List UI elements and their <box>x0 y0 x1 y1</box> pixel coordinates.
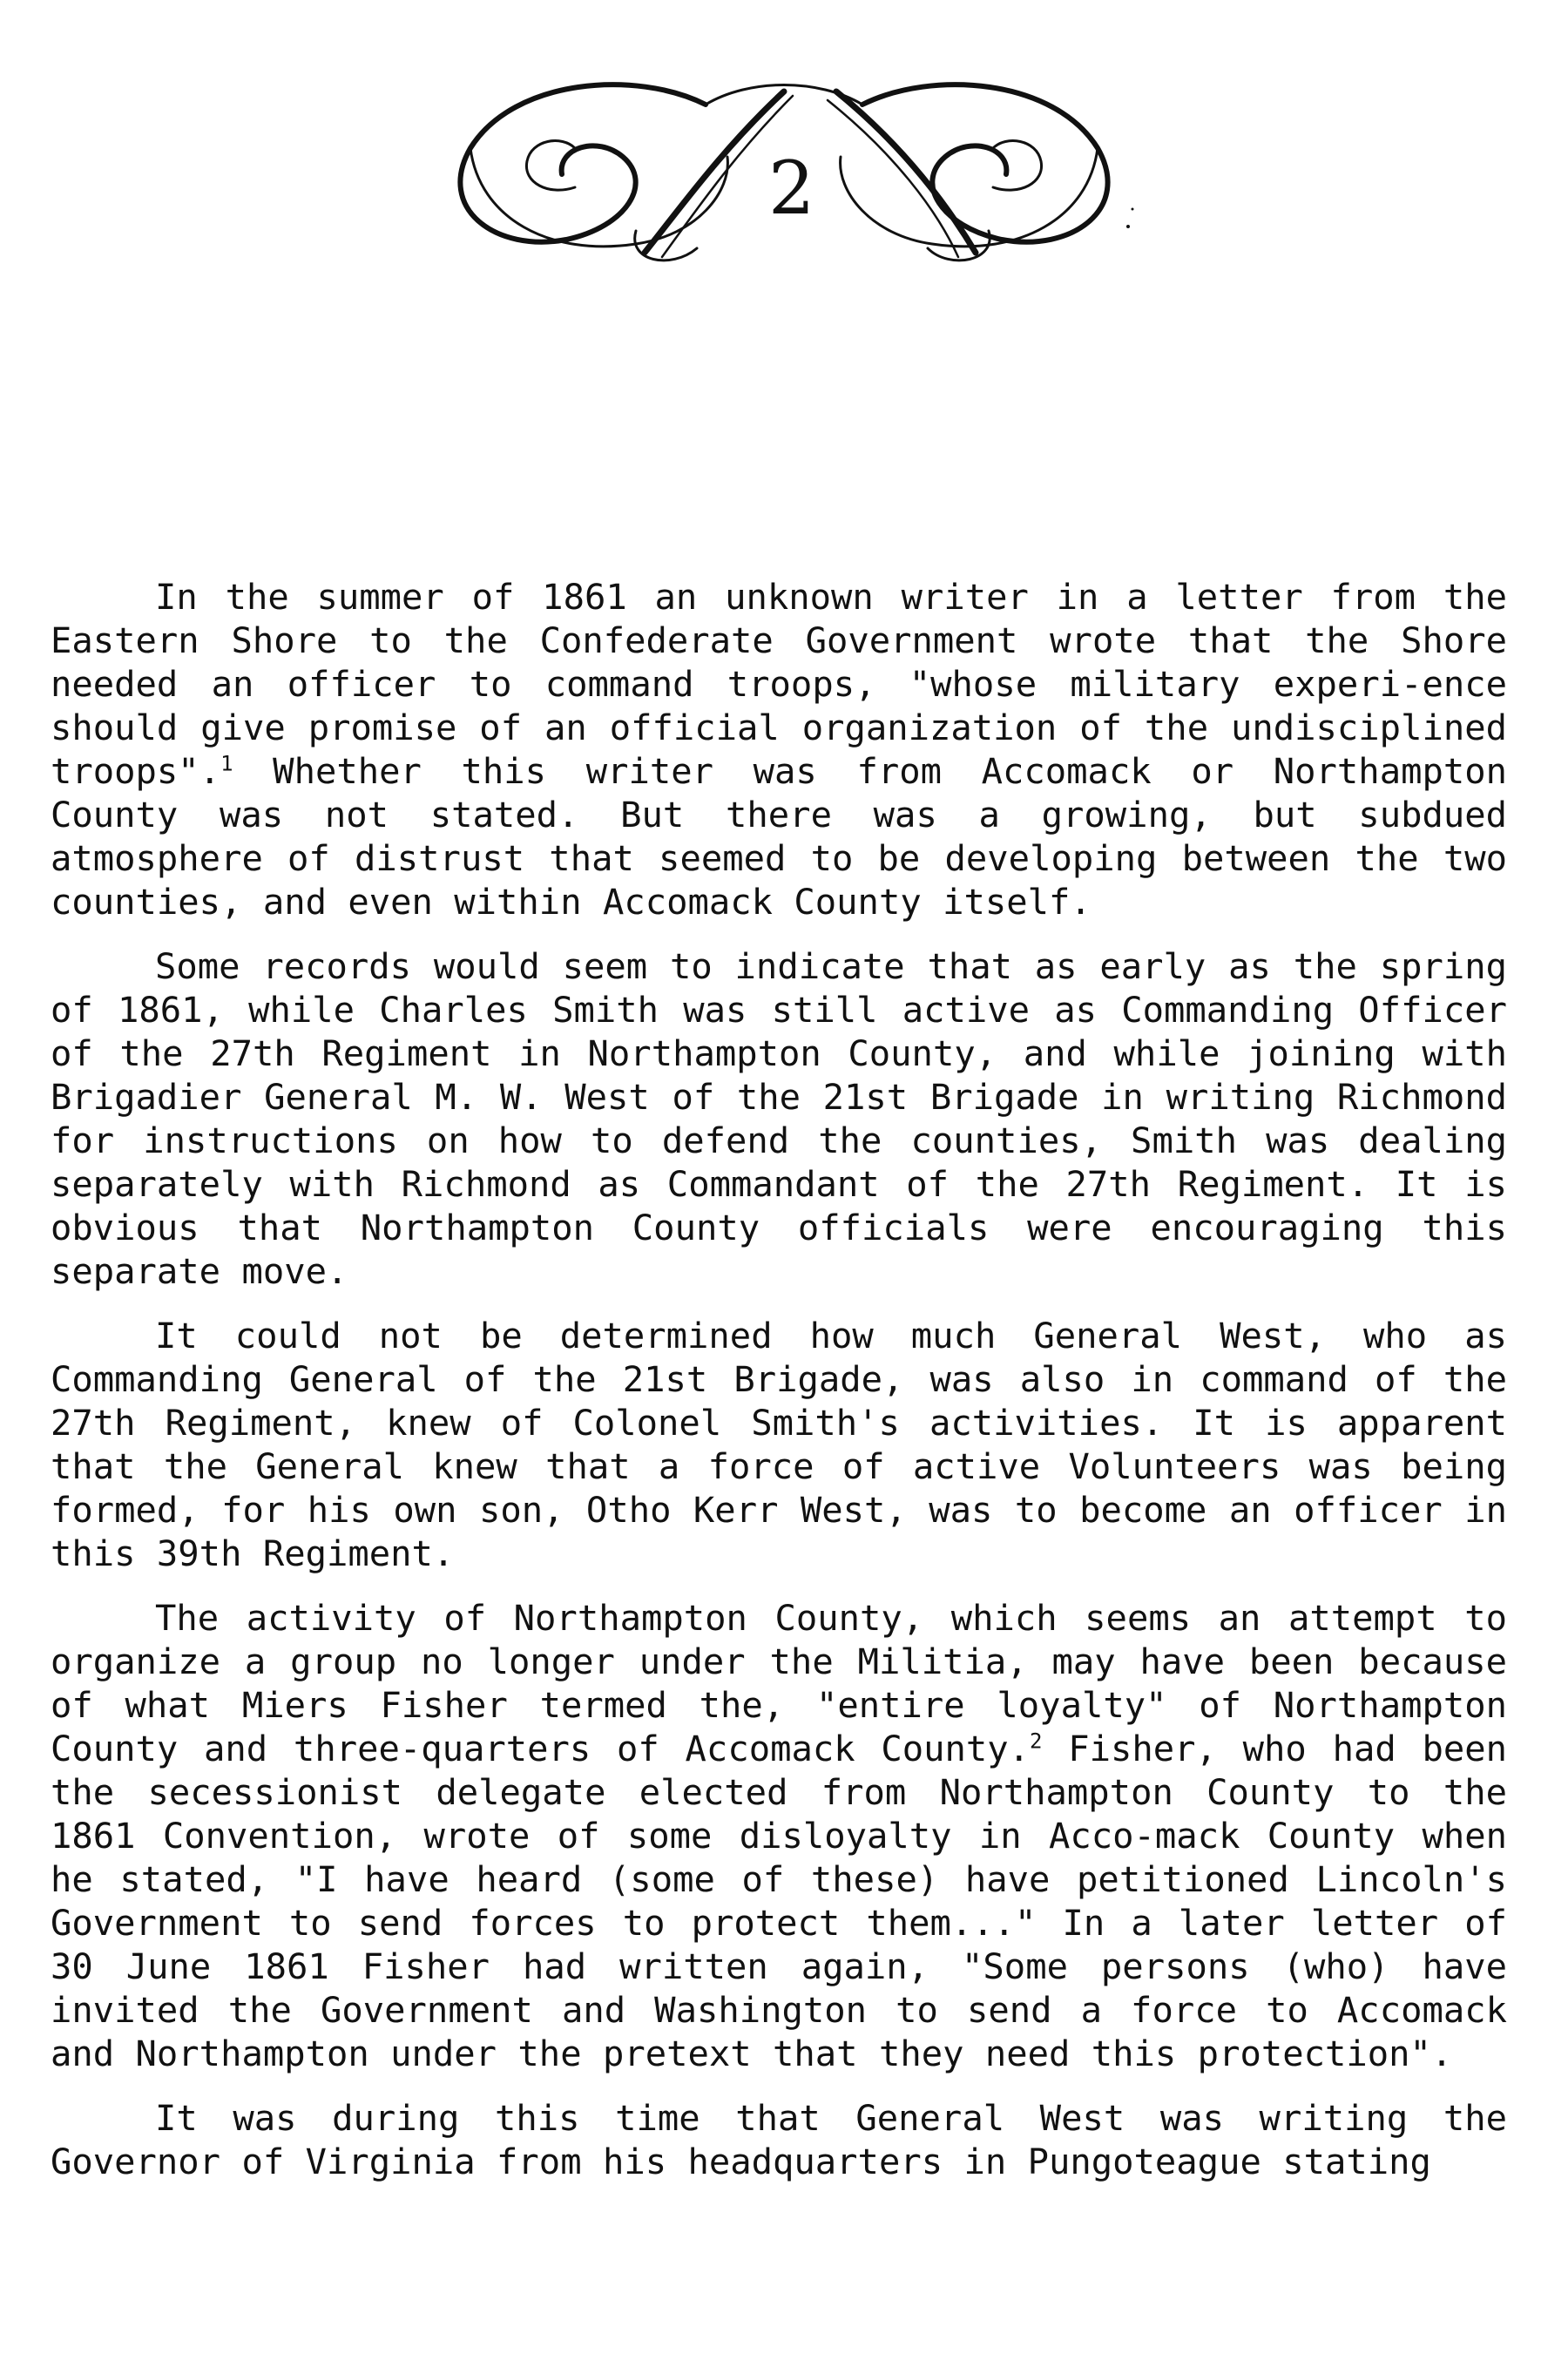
paragraph-3 <box>51 1314 1507 1575</box>
body-text <box>51 575 1507 2204</box>
paragraph-4 <box>51 1596 1507 2075</box>
footnote-ref-2: 2 <box>1030 1728 1043 1754</box>
flourish-ornament-icon <box>418 52 1150 288</box>
paragraph-2 <box>51 944 1507 1293</box>
paragraph-5 <box>51 2096 1507 2183</box>
paragraph-4-text-a: The activity of Northampton County, which seems an attempt to organize a group no longer under the Militia, may have been because of what Miers Fisher termed the, "entire loyalty" of Northampton County and three-quarters of Accomack County. <box>51 1597 1507 1769</box>
paragraph-1-text-b: Whether this writer was from Accomack or Northampton County was not stated. But there was a growing, but subdued atmosphere of distrust that seemed to be developing between the two counties, and even within Accomack County itself. <box>51 750 1507 923</box>
paragraph-4-text-b: Fisher, who had been the secessionist delegate elected from Northampton County to the 1861 Convention, wrote of some disloyalty in Acco-mack County when he stated, "I have heard (some of these) have petitioned Lincoln's Government to send forces to protect them..." In a later letter of 30 June 1861 Fisher had written again, "Some persons (who) have invited the Government and Washington to send a force to Accomack and Northampton under the pretext that they need this protection". <box>51 1728 1507 2074</box>
paragraph-3-text: It could not be determined how much General West, who as Commanding General of the 21st Brigade, was also in command of the 27th Regiment, knew of Colonel Smith's activities. It is apparent that the General knew that a force of active Volunteers was being formed, for his own son, Otho Kerr West, was to become an officer in this 39th Regiment. <box>51 1315 1507 1574</box>
paragraph-5-text: It was during this time that General West was writing the Governor of Virginia from his headquarters in Pungoteague stating <box>51 2097 1507 2182</box>
footnote-ref-1: 1 <box>220 751 233 776</box>
paragraph-1 <box>51 575 1507 923</box>
paragraph-1-text-a: In the summer of 1861 an unknown writer in a letter from the Eastern Shore to the Confederate Government wrote that the Shore needed an officer to command troops, "whose military experi-ence should give promise of an official organization of the undisciplined troops". <box>51 576 1507 792</box>
chapter-number: 2 <box>768 145 815 231</box>
paragraph-2-text: Some records would seem to indicate that as early as the spring of 1861, while Charles Smith was still active as Commanding Officer of the 27th Regiment in Northampton County, and while joining with Brigadier General M. W. West of the 21st Brigade in writing Richmond for instructions on how to defend the counties, Smith was dealing separately with Richmond as Commandant of the 27th Regiment. It is obvious that Northampton County officials were encouraging this separate move. <box>51 945 1507 1292</box>
chapter-ornament <box>418 52 1150 288</box>
